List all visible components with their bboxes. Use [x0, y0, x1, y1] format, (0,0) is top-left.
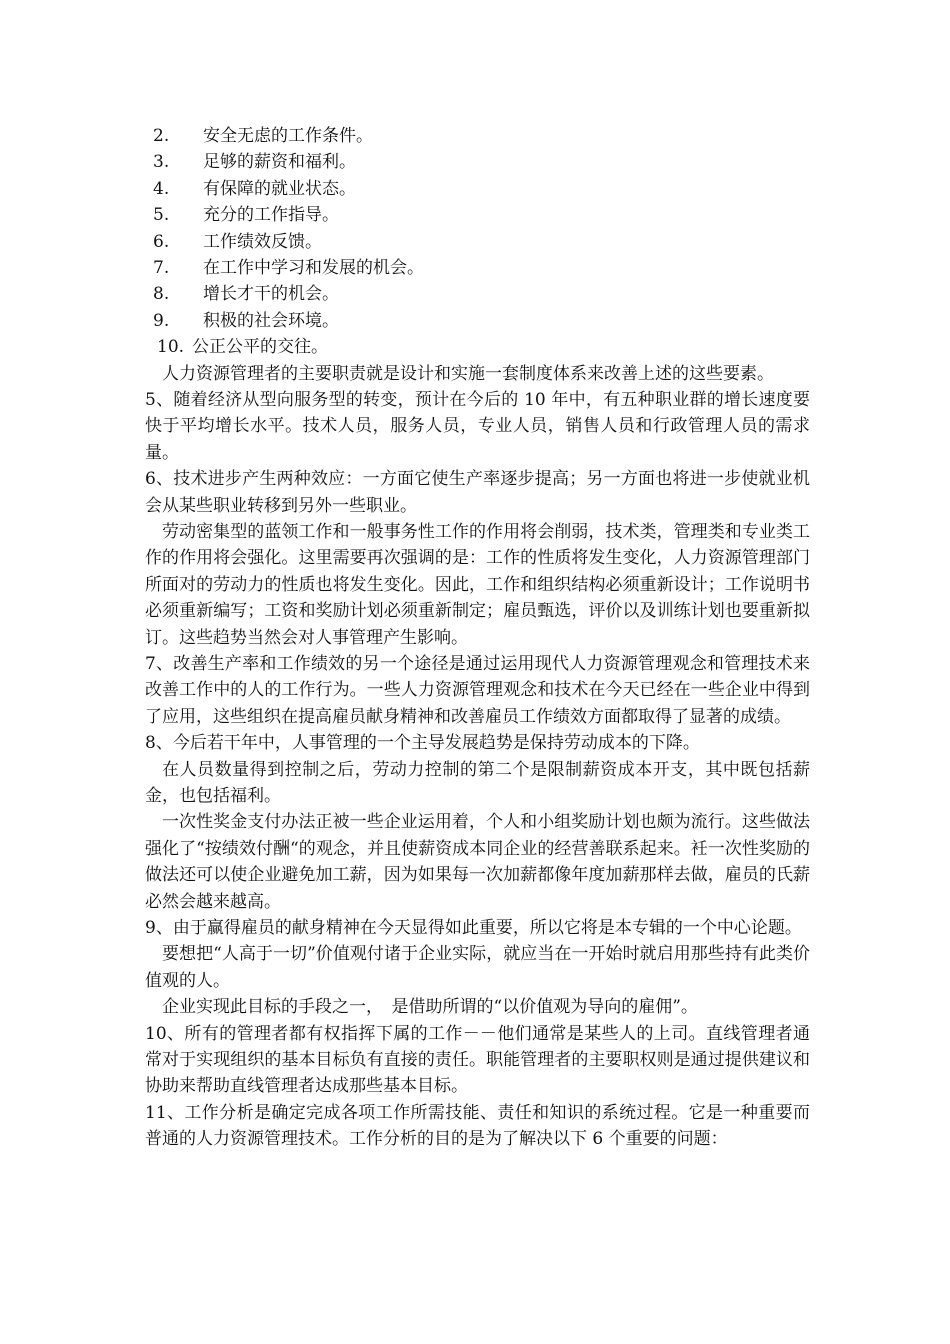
- list-text: 在工作中学习和发展的机会。: [203, 257, 424, 278]
- list-item: [145, 308, 810, 334]
- list-text: 公正公平的交往。: [192, 337, 328, 358]
- list-number: 4.: [153, 178, 170, 199]
- paragraph: 在人员数量得到控制之后，劳动力控制的第二个是限制薪资成本开支，其中既包括薪金，也包括福利。: [145, 759, 810, 807]
- paragraph: 人力资源管理者的主要职责就是设计和实施一套制度体系来改善上述的这些要素。: [162, 363, 774, 384]
- paragraph: 企业实现此目标的手段之一， 是借助所谓的“以价值观为导向的雇佣”。: [162, 997, 698, 1018]
- list-number: 3.: [153, 152, 170, 173]
- list-number: 7.: [153, 257, 170, 278]
- list-text: 足够的薪资和福利。: [203, 152, 356, 173]
- paragraph: 要想把“人高于一切”价值观付诸于企业实际，就应当在一开始时就启用那些持有此类价值观的人。: [145, 944, 810, 991]
- list-number: 6.: [153, 231, 170, 252]
- paragraph: 5、随着经济从型向服务型的转变，预计在今后的 10 年中，有五种职业群的增长速度要快于平均增长水平。技术人员，服务人员，专业人员，销售人员和行政管理人员的需求量。: [145, 389, 810, 463]
- list-number: 5.: [153, 205, 170, 226]
- list-item: [145, 334, 810, 360]
- list-item: [145, 202, 810, 228]
- paragraph: 11、工作分析是确定完成各项工作所需技能、责任和知识的系统过程。它是一种重要而普通的人力资源管理技术。工作分析的目的是为了解决以下 6 个重要的问题：: [145, 1102, 810, 1150]
- list-text: 工作绩效反馈。: [203, 231, 322, 252]
- list-text: 增长才干的机会。: [203, 284, 339, 305]
- paragraph: 10、所有的管理者都有权指挥下属的工作－－他们通常是某些人的上司。直线管理者通常对于实现组织的基本目标负有直接的责任。职能管理者的主要职权则是通过提供建议和协助来帮助直线管理者达成那些基本目标。: [145, 1023, 810, 1097]
- document-page: [145, 123, 810, 1153]
- list-number: 9.: [153, 310, 170, 331]
- list-text: 安全无虑的工作条件。: [203, 126, 373, 146]
- list-item: [145, 176, 810, 202]
- list-text: 有保障的就业状态。: [203, 178, 356, 199]
- paragraph: 6、技术进步产生两种效应：一方面它使生产率逐步提高；另一方面也将进一步使就业机会从某些职业转移到另外一些职业。: [145, 469, 810, 516]
- list-number: 2.: [153, 126, 170, 146]
- list-text: 积极的社会环境。: [203, 310, 339, 331]
- paragraph: 8、今后若干年中，人事管理的一个主导发展趋势是保持劳动成本的下降。: [145, 733, 700, 754]
- list-text: 充分的工作指导。: [203, 205, 339, 226]
- list-item: [145, 149, 810, 175]
- list-number: 10.: [157, 337, 185, 358]
- paragraph: 9、由于赢得雇员的献身精神在今天显得如此重要，所以它将是本专辑的一个中心论题。: [145, 918, 802, 939]
- list-item: [145, 123, 810, 149]
- list-item: [145, 281, 810, 307]
- paragraph: 一次性奖金支付办法正被一些企业运用着，个人和小组奖励计划也颇为流行。这些做法强化了“按绩效付酬“的观念，并且使薪资成本同企业的经营善联系起来。衽一次性奖励的做法还可以使企业避免加工薪，因为如果每一次加薪都像年度加薪那样去做，雇员的氏薪必然会越来越高。: [145, 812, 810, 912]
- list-item: [145, 255, 810, 281]
- paragraph: 劳动密集型的蓝领工作和一般事务性工作的作用将会削弱，技术类，管理类和专业类工作的作用将会强化。这里需要再次强调的是：工作的性质将发生变化，人力资源管理部门所面对的劳动力的性质也将发生变化。因此，工作和组织结构必须重新设计；工作说明书必须重新编写；工资和奖励计划必须重新制定；雇员甄选，评价以及训练计划也要重新拟订。这些趋势当然会对人事管理产生影响。: [145, 521, 810, 648]
- list-item: [145, 229, 810, 255]
- list-number: 8.: [153, 284, 170, 305]
- paragraph: 7、改善生产率和工作绩效的另一个途径是通过运用现代人力资源管理观念和管理技术来改善工作中的人的工作行为。一些人力资源管理观念和技术在今天已经在一些企业中得到了应用，这些组织在提高雇员献身精神和改善雇员工作绩效方面都取得了显著的成绩。: [145, 653, 810, 727]
